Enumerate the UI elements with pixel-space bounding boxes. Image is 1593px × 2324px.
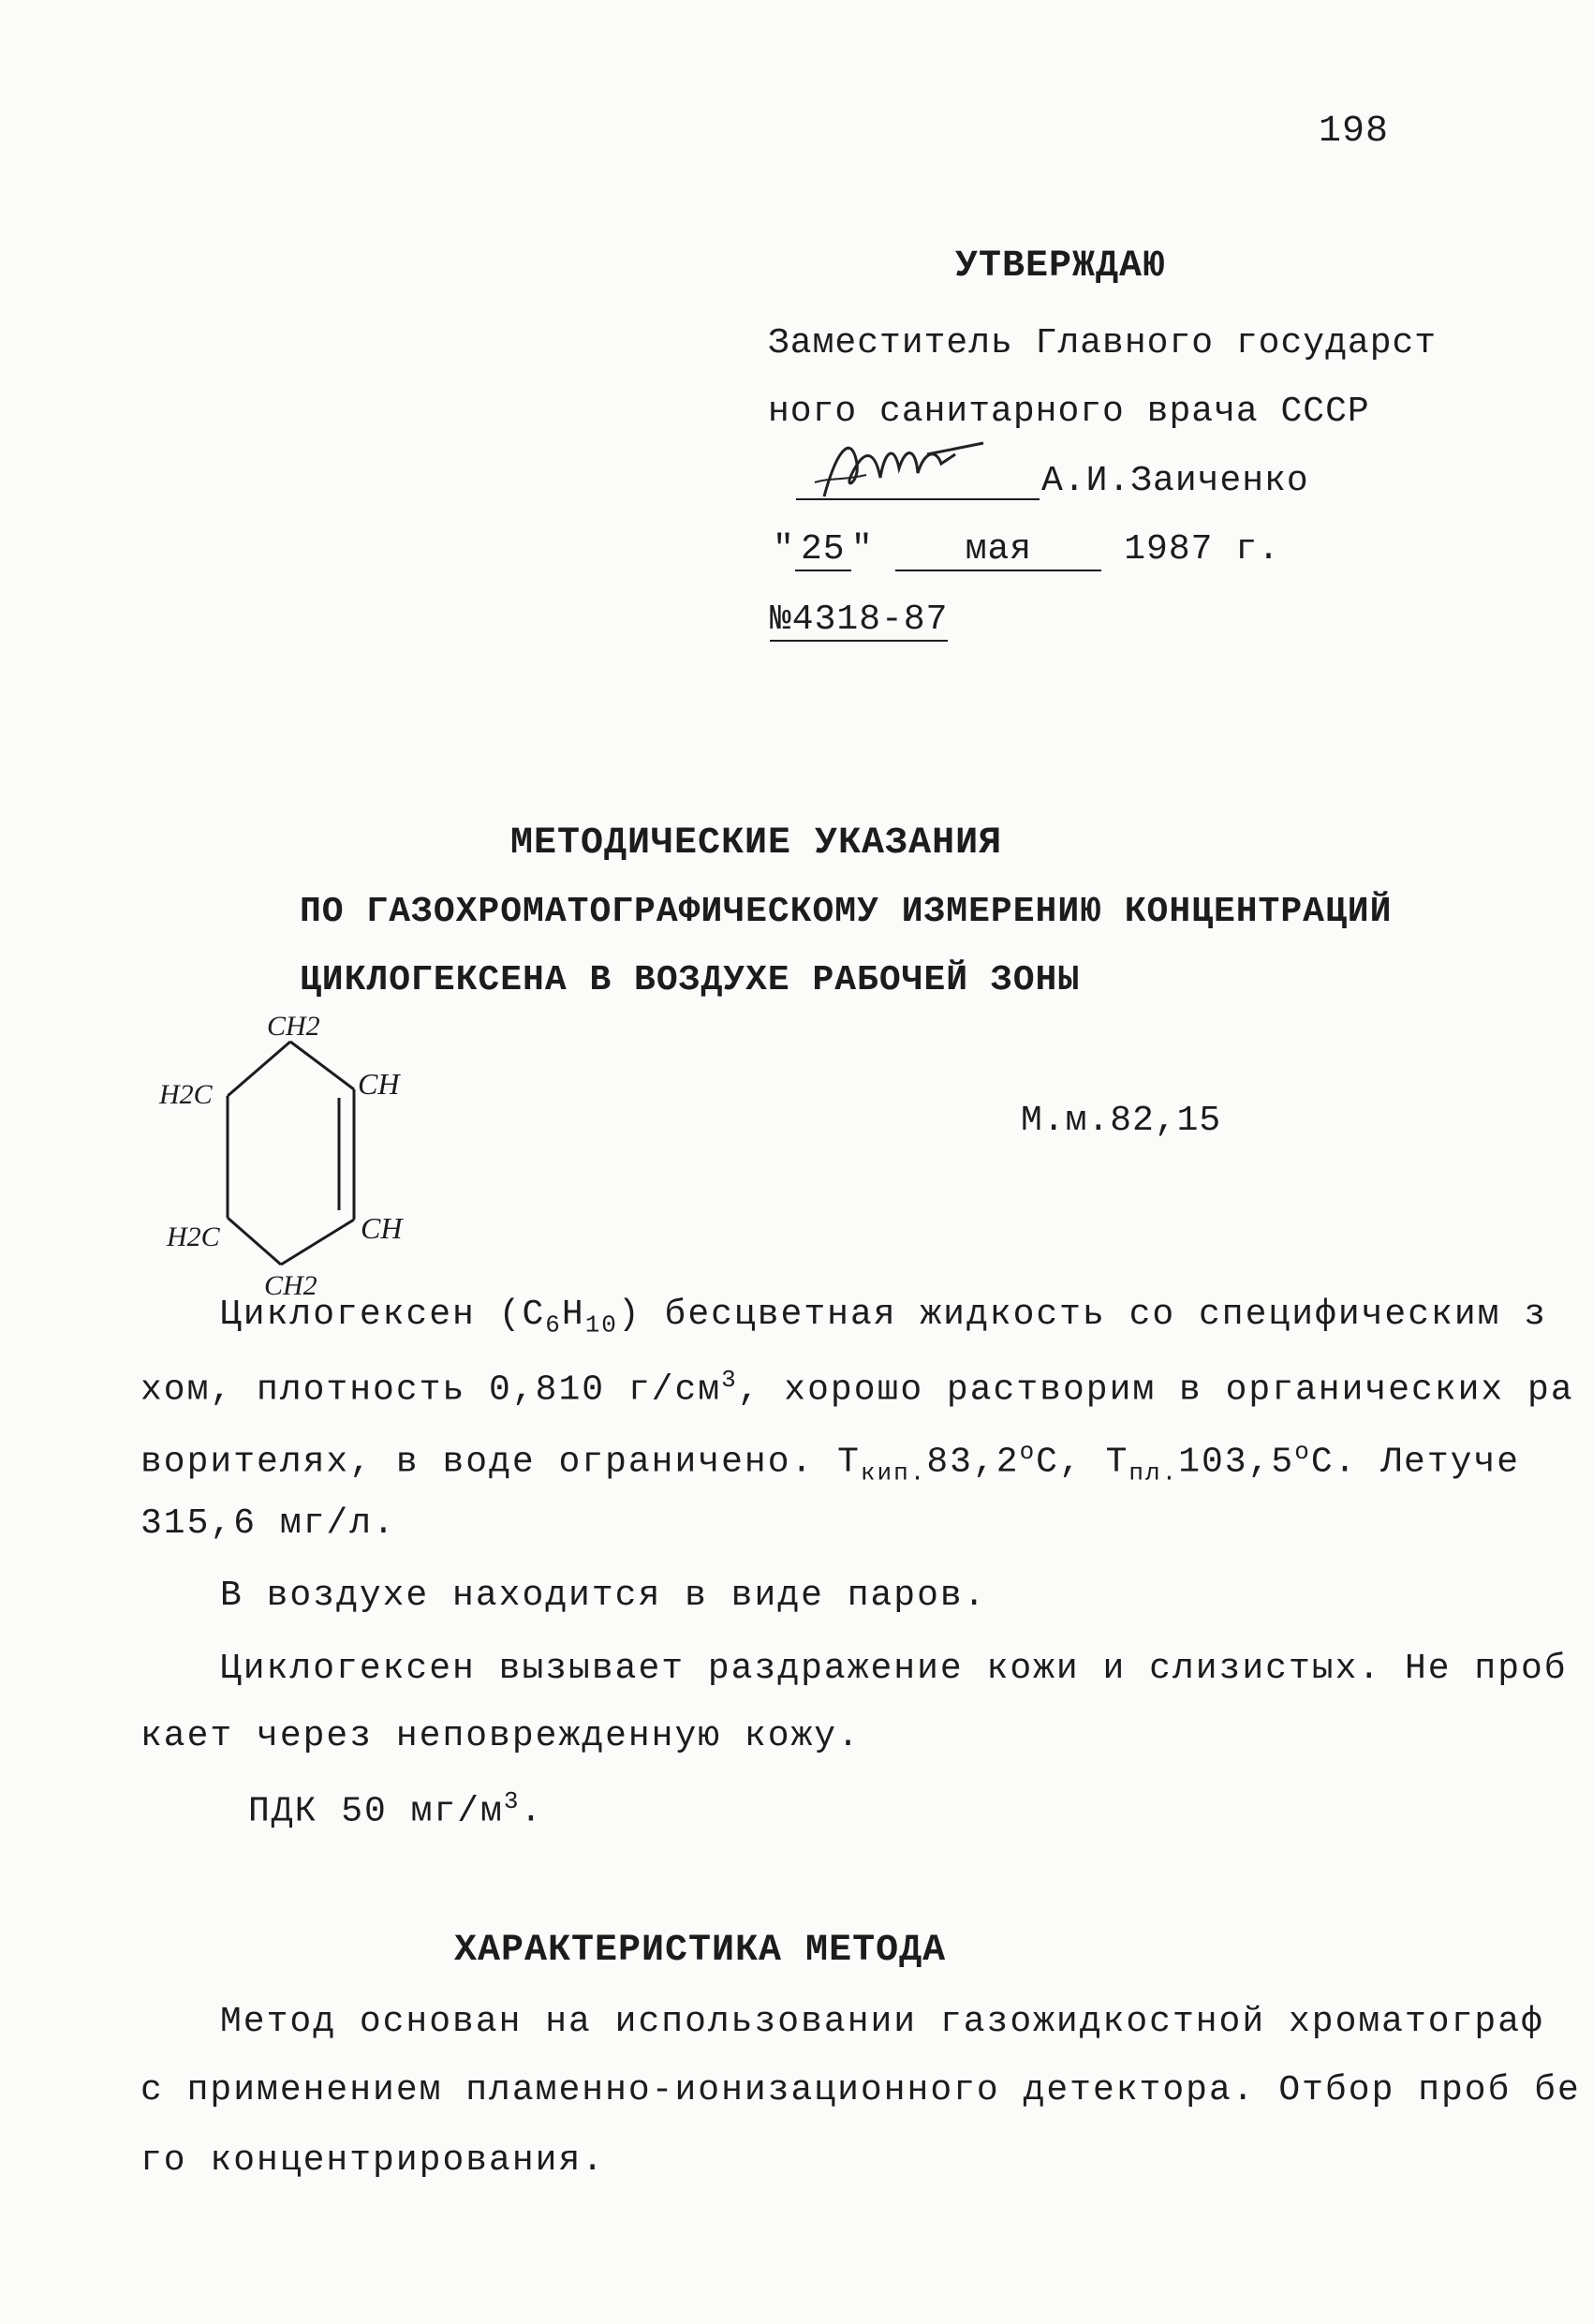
text-subscript: 10 xyxy=(584,1310,618,1340)
atom-top: CH2 xyxy=(267,1011,320,1042)
text-segment: ) бесцветная жидкость со специфическим з xyxy=(617,1295,1548,1335)
text-segment: 103,5 xyxy=(1178,1442,1295,1483)
text-segment: С. Летуче xyxy=(1310,1442,1521,1483)
cyclohexene-structure xyxy=(150,993,459,1311)
text-segment: H xyxy=(561,1295,585,1335)
text-segment: . xyxy=(520,1791,544,1832)
approval-heading: УТВЕРЖДАЮ xyxy=(955,245,1167,288)
body-line-4: 315,6 мг/л. xyxy=(140,1503,396,1544)
pdk-line xyxy=(248,1787,543,1832)
text-segment: 83,2 xyxy=(926,1442,1020,1483)
title-line3: ЦИКЛОГЕКСЕНА В ВОЗДУХЕ РАБОЧЕЙ ЗОНЫ xyxy=(300,960,1081,1000)
method-line-3: го концентрирования. xyxy=(140,2140,606,2181)
atom-bottom: CH2 xyxy=(264,1270,317,1301)
text-segment: хом, плотность 0,810 г/см xyxy=(140,1369,722,1411)
text-segment: ПДК 50 мг/м xyxy=(248,1791,504,1832)
atom-upper-right: CH xyxy=(358,1067,400,1101)
atom-lower-left: H2C xyxy=(167,1221,220,1252)
bond-bottom-right xyxy=(281,1220,354,1265)
text-segment: Циклогексен (C xyxy=(220,1295,546,1335)
body-line-1 xyxy=(220,1295,1547,1340)
atom-lower-right: CH xyxy=(361,1211,403,1245)
date-suffix: г. xyxy=(1235,529,1280,570)
title-line1: МЕТОДИЧЕСКИЕ УКАЗАНИЯ xyxy=(510,822,1003,865)
molar-mass: М.м.82,15 xyxy=(1021,1101,1222,1141)
body-line-2 xyxy=(140,1366,1574,1411)
doc-number: №4318-87 xyxy=(770,600,949,640)
approval-signer: А.И.Заиченко xyxy=(1041,461,1309,501)
approval-line2: ного санитарного врача СССР xyxy=(768,392,1370,432)
text-subscript: кип. xyxy=(860,1458,927,1488)
date-year: 1987 xyxy=(1124,529,1214,570)
text-subscript: 6 xyxy=(545,1310,562,1340)
approval-line1: Заместитель Главного государст xyxy=(768,323,1438,363)
text-subscript: пл. xyxy=(1128,1458,1179,1488)
text-segment: С, Т xyxy=(1036,1442,1129,1483)
text-segment: , хорошо растворим в органических ра xyxy=(737,1369,1574,1411)
body-line-5: В воздухе находится в виде паров. xyxy=(220,1576,987,1616)
page-number: 198 xyxy=(1319,111,1390,153)
bond-bottom-left xyxy=(228,1218,281,1265)
text-superscript: 3 xyxy=(503,1787,521,1815)
signature-image xyxy=(787,426,1040,511)
date-day: 25 xyxy=(795,529,851,571)
method-heading: ХАРАКТЕРИСТИКА МЕТОДА xyxy=(454,1930,947,1972)
body-line-3 xyxy=(140,1438,1520,1487)
text-segment: ворителях, в воде ограничено. Т xyxy=(140,1442,861,1483)
method-line-1: Метод основан на использовании газожидкостной хроматограф xyxy=(220,2002,1544,2042)
body-line-6: Циклогексен вызывает раздражение кожи и слизистых. Не проб xyxy=(220,1649,1568,1689)
text-superscript: о xyxy=(1294,1438,1311,1466)
approval-date: " 25 " мая 1987 г. xyxy=(773,529,1280,570)
bond-top-right xyxy=(290,1042,354,1089)
title-line2: ПО ГАЗОХРОМАТОГРАФИЧЕСКОМУ ИЗМЕРЕНИЮ КОНЦЕНТРАЦИЙ xyxy=(300,892,1393,932)
text-superscript: о xyxy=(1019,1438,1037,1466)
method-line-2: с применением пламенно-ионизационного детектора. Отбор проб бе xyxy=(140,2070,1581,2110)
text-superscript: 3 xyxy=(721,1366,738,1394)
date-month: мая xyxy=(895,529,1101,571)
atom-upper-left: H2C xyxy=(159,1079,213,1110)
body-line-7: кает через неповрежденную кожу. xyxy=(140,1716,861,1756)
bond-top-left xyxy=(228,1042,290,1096)
